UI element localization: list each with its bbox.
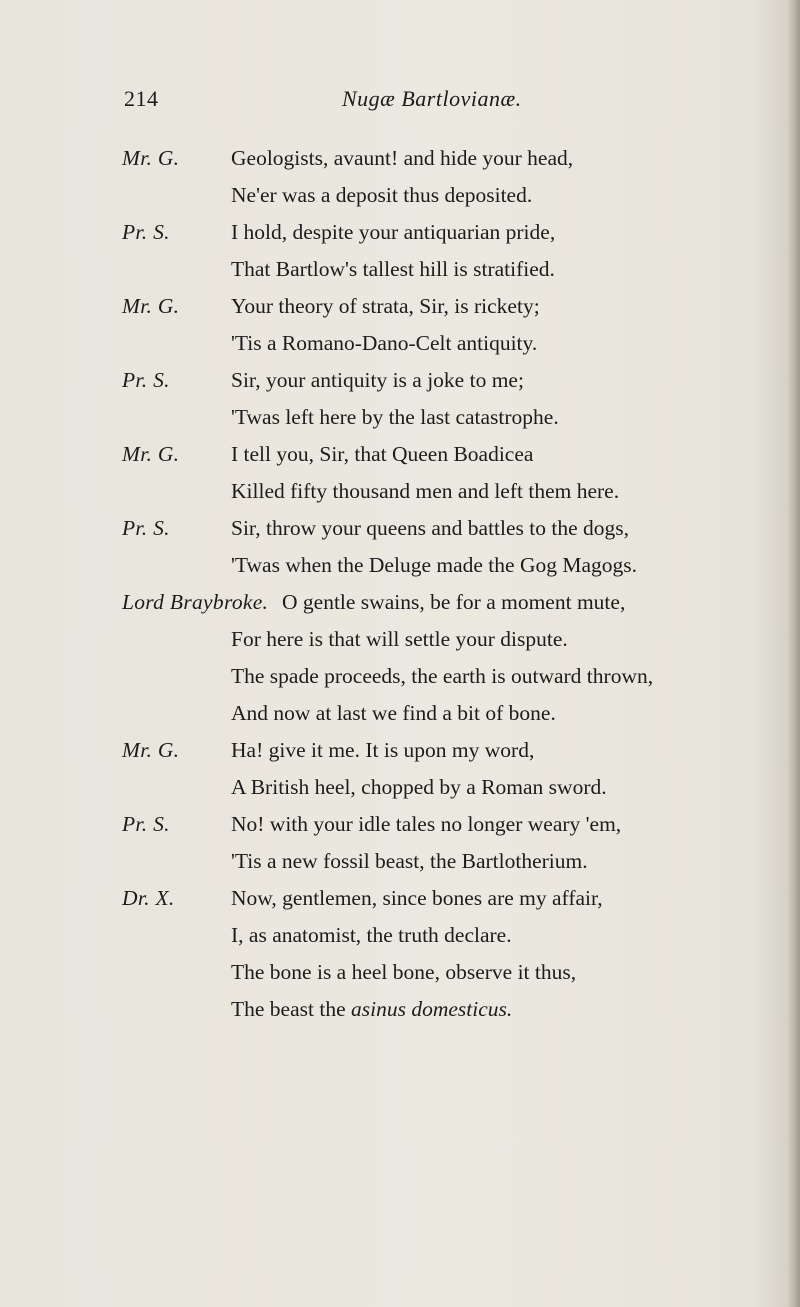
speaker-label: Mr. G.: [122, 738, 180, 762]
speaker-label: Pr. S.: [122, 220, 170, 244]
poem-line: [122, 288, 762, 325]
verse-text-italic: asinus domesticus.: [351, 997, 513, 1021]
verse-text: Ne'er was a deposit thus deposited.: [231, 183, 533, 207]
poem-line: [122, 325, 762, 362]
poem-line: [122, 510, 762, 547]
verse-text: The spade proceeds, the earth is outward thrown,: [231, 664, 654, 688]
verse-text: Ha! give it me. It is upon my word,: [231, 738, 535, 762]
speaker-label: Mr. G.: [122, 294, 180, 318]
verse-text: The bone is a heel bone, observe it thus,: [231, 960, 577, 984]
verse-text: I tell you, Sir, that Queen Boadicea: [231, 442, 534, 466]
poem-line: [122, 806, 762, 843]
page-edge: [786, 0, 800, 1307]
poem-line: [122, 732, 762, 769]
running-title: Nugæ Bartlovianæ.: [342, 86, 522, 111]
poem-line: [122, 251, 762, 288]
poem-line: [122, 584, 762, 621]
poem-body: [122, 136, 762, 1028]
speaker-label: Pr. S.: [122, 812, 170, 836]
poem-line: [122, 769, 762, 806]
speaker-label: Mr. G.: [122, 442, 180, 466]
poem-line: [122, 473, 762, 510]
poem-line: [122, 880, 762, 917]
verse-text: A British heel, chopped by a Roman sword.: [231, 775, 607, 799]
speaker-label: Dr. X.: [122, 886, 175, 910]
speaker-label: Pr. S.: [122, 516, 170, 540]
page-number: 214: [124, 86, 159, 111]
poem-line: [122, 547, 762, 584]
page-header: [0, 86, 800, 120]
verse-text: O gentle swains, be for a moment mute,: [282, 590, 626, 614]
verse-text: 'Twas when the Deluge made the Gog Magogs.: [231, 553, 637, 577]
poem-line: [122, 177, 762, 214]
poem-line: [122, 621, 762, 658]
poem-line: [122, 436, 762, 473]
verse-text: 'Tis a Romano-Dano-Celt antiquity.: [231, 331, 538, 355]
verse-text: I, as anatomist, the truth declare.: [231, 923, 512, 947]
poem-line: [122, 954, 762, 991]
verse-text: I hold, despite your antiquarian pride,: [231, 220, 556, 244]
poem-line: [122, 917, 762, 954]
verse-text: Now, gentlemen, since bones are my affair,: [231, 886, 603, 910]
poem-line: [122, 658, 762, 695]
verse-text: Killed fifty thousand men and left them here.: [231, 479, 620, 503]
speaker-label: Mr. G.: [122, 146, 180, 170]
verse-text: 'Twas left here by the last catastrophe.: [231, 405, 559, 429]
verse-text: And now at last we find a bit of bone.: [231, 701, 556, 725]
verse-text: Sir, throw your queens and battles to the dogs,: [231, 516, 630, 540]
verse-text: 'Tis a new fossil beast, the Bartlotherium.: [231, 849, 588, 873]
verse-text: Sir, your antiquity is a joke to me;: [231, 368, 524, 392]
verse-text-plain: The beast the: [231, 997, 351, 1021]
speaker-label: Lord Braybroke.: [122, 590, 269, 614]
poem-line: [122, 991, 762, 1028]
poem-line: [122, 399, 762, 436]
poem-line: [122, 362, 762, 399]
verse-text: Your theory of strata, Sir, is rickety;: [231, 294, 540, 318]
poem-line: [122, 843, 762, 880]
poem-line: [122, 214, 762, 251]
verse-text: No! with your idle tales no longer weary 'em,: [231, 812, 622, 836]
verse-text: [231, 991, 512, 1028]
poem-line: [122, 140, 762, 177]
verse-text: For here is that will settle your dispute.: [231, 627, 568, 651]
speaker-label: Pr. S.: [122, 368, 170, 392]
poem-line: [122, 695, 762, 732]
verse-text: Geologists, avaunt! and hide your head,: [231, 146, 574, 170]
verse-text: That Bartlow's tallest hill is stratified.: [231, 257, 555, 281]
